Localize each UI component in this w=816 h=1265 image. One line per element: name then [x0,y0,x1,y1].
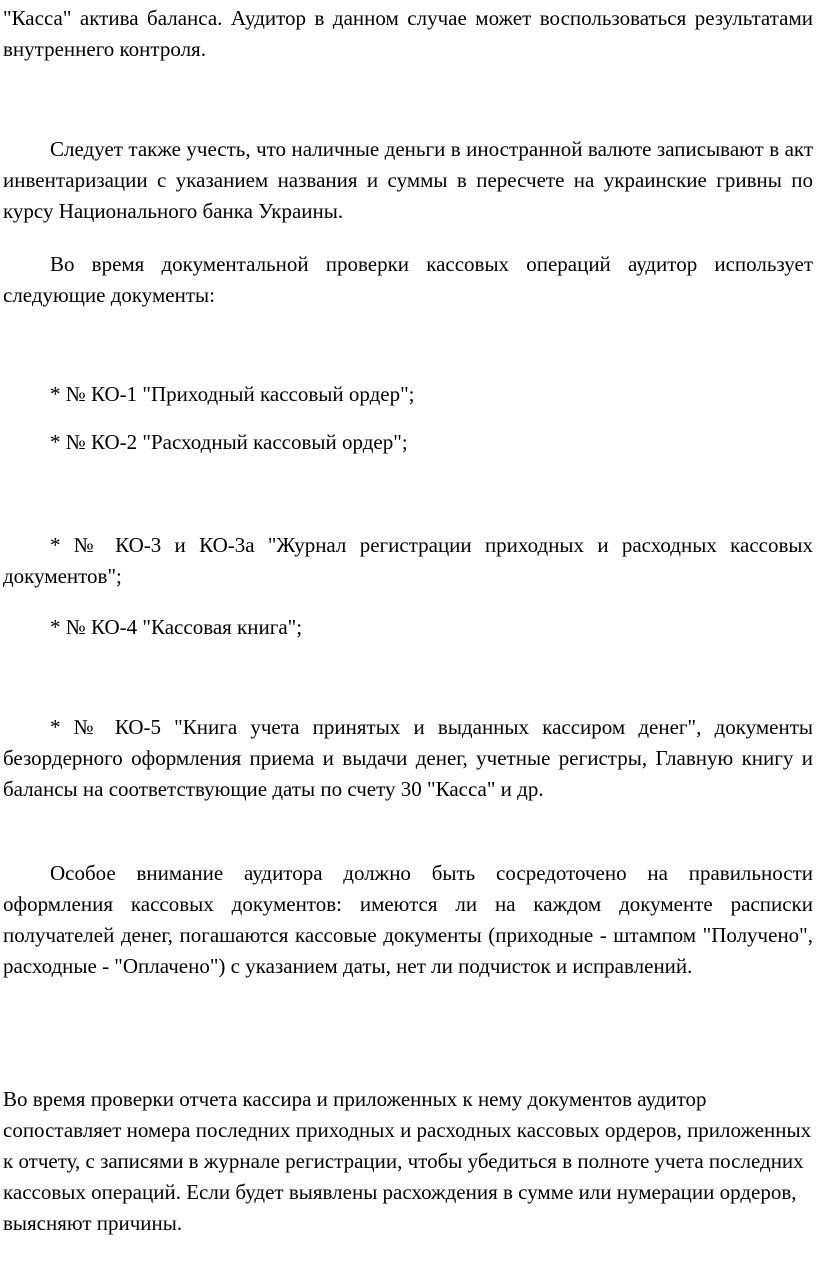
list-item-ko-1: * № КО-1 "Приходный кассовый ордер"; [50,382,415,406]
list-item-ko-4: * № КО-4 "Кассовая книга"; [50,615,303,639]
list-item-ko-5: * № КО-5 "Книга учета принятых и выданных кассиром денег", документы безордерного оформления приема и выдачи денег, учетные регистры, Главную книгу и балансы на соответствующие даты по счету 30 "Касса" и др. [3,715,813,801]
list-item-ko-2: * № КО-2 "Расходный кассовый ордер"; [50,430,408,454]
paragraph-auditor-attention: Особое внимание аудитора должно быть сосредоточено на правильности оформления кассовых документов: имеются ли на каждом документе расписки получателей денег, погашаются кассовые документы (приходные - штампом "Получено", расходные - "Оплачено") с указанием даты, нет ли подчисток и исправлений. [3,861,813,978]
paragraph-foreign-currency: Следует также учесть, что наличные деньги в иностранной валюте записывают в акт инвентаризации с указанием названия и суммы в пересчете на украинские гривны по курсу Национального банка Украины. [3,137,813,223]
paragraph-cashier-report: Во время проверки отчета кассира и приложенных к нему документов аудитор сопоставляет номера последних приходных и расходных кассовых ордеров, приложенных к отчету, с записями в журнале регистрации, чтобы убедиться в полноте учета последних кассовых операций. Если будет выявлены расхождения в сумме или нумерации ордеров, выясняют причины. [3,1087,812,1235]
paragraph-documents-intro: Во время документальной проверки кассовых операций аудитор использует следующие документы: [3,252,813,307]
list-item-ko-3: * № КО-3 и КО-3а "Журнал регистрации приходных и расходных кассовых документов"; [3,533,813,588]
paragraph-cash-balance: "Касса" актива баланса. Аудитор в данном случае может воспользоваться результатами внутреннего контроля. [3,6,813,61]
